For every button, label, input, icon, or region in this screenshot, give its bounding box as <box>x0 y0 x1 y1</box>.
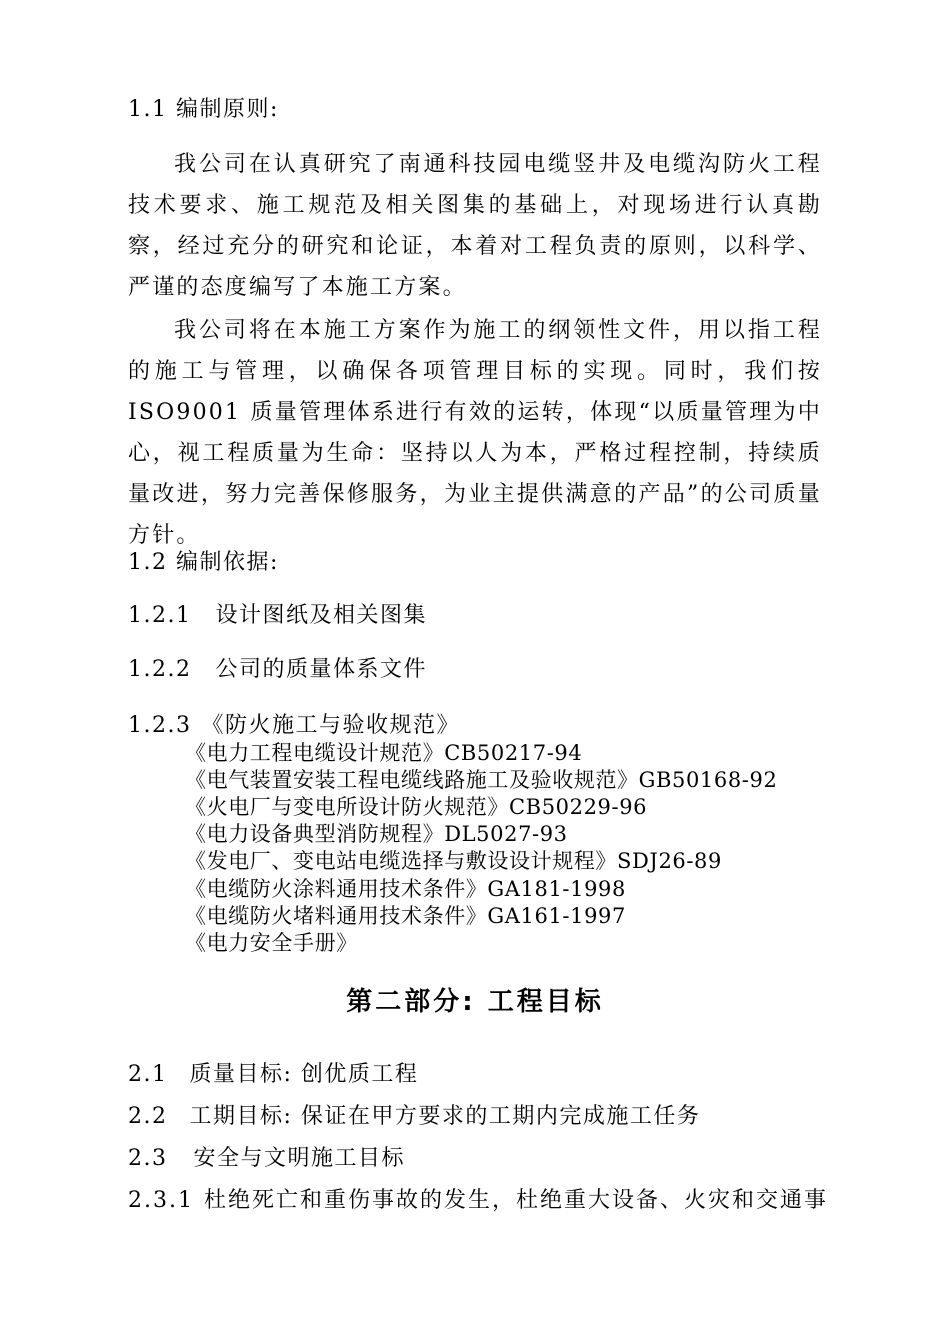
standard-reference: 《电力安全手册》 <box>185 931 358 955</box>
item-1-2-2 <box>128 657 427 683</box>
item-2-2-text: 工期目标: 保证在甲方要求的工期内完成施工任务 <box>189 1104 701 1129</box>
item-1-2-3-number: 1.2.3 <box>128 713 192 738</box>
item-1-2-3 <box>128 713 460 739</box>
item-1-2-1 <box>128 603 427 629</box>
item-1-2-1-text: 设计图纸及相关图集 <box>215 603 427 628</box>
standard-reference: 《电缆防火堵料通用技术条件》GA161-1997 <box>185 904 626 928</box>
item-2-2-number: 2.2 <box>128 1104 168 1129</box>
standard-reference: 《电力工程电缆设计规范》CB50217-94 <box>185 741 583 765</box>
section-1-1-paragraph-2: 我公司将在本施工方案作为施工的纲领性文件，用以指工程的施工与管理，以确保各项管理目标的实现。同时，我们按 ISO9001 质量管理体系进行有效的运转，体现“以质量管理为中心，视工程质量为生命：坚持以人为本，严格过程控制，持续质量改进，努力完善保修服务，为业主提供满意的产品”的公司质量方针。 <box>128 318 822 548</box>
standard-reference: 《火电厂与变电所设计防火规范》CB50229-96 <box>185 795 648 819</box>
item-2-3-1 <box>128 1188 828 1214</box>
item-1-2-3-text: 《防火施工与验收规范》 <box>201 713 460 738</box>
standard-reference: 《发电厂、变电站电缆选择与敷设设计规程》SDJ26-89 <box>185 849 722 873</box>
item-2-2 <box>128 1104 700 1130</box>
standard-reference: 《电缆防火涂料通用技术条件》GA181-1998 <box>185 877 626 901</box>
item-1-2-2-number: 1.2.2 <box>128 657 192 682</box>
standard-reference: 《电力设备典型消防规程》DL5027-93 <box>185 822 568 846</box>
item-2-3 <box>128 1146 405 1172</box>
standard-reference: 《电气装置安装工程电缆线路施工及验收规范》GB50168-92 <box>185 768 778 792</box>
section-1-2-heading: 1.2 编制依据: <box>128 550 279 575</box>
part-2-title: 第二部分: 工程目标 <box>346 987 604 1017</box>
item-2-1-number: 2.1 <box>128 1062 168 1087</box>
item-2-3-text: 安全与文明施工目标 <box>193 1146 406 1171</box>
item-2-3-number: 2.3 <box>128 1146 168 1171</box>
item-1-2-1-number: 1.2.1 <box>128 603 192 628</box>
item-2-1 <box>128 1062 418 1088</box>
section-1-1-paragraph-1: 我公司在认真研究了南通科技园电缆竖井及电缆沟防火工程技术要求、施工规范及相关图集的基础上，对现场进行认真勘察，经过充分的研究和论证，本着对工程负责的原则，以科学、严谨的态度编写了本施工方案。 <box>128 152 822 300</box>
item-1-2-2-text: 公司的质量体系文件 <box>215 657 427 682</box>
section-1-1-heading: 1.1 编制原则: <box>128 97 279 122</box>
item-2-3-1-number: 2.3.1 <box>128 1188 194 1213</box>
item-2-3-1-text: 杜绝死亡和重伤事故的发生，杜绝重大设备、火灾和交通事 <box>203 1188 828 1213</box>
item-2-1-text: 质量目标: 创优质工程 <box>189 1062 419 1087</box>
